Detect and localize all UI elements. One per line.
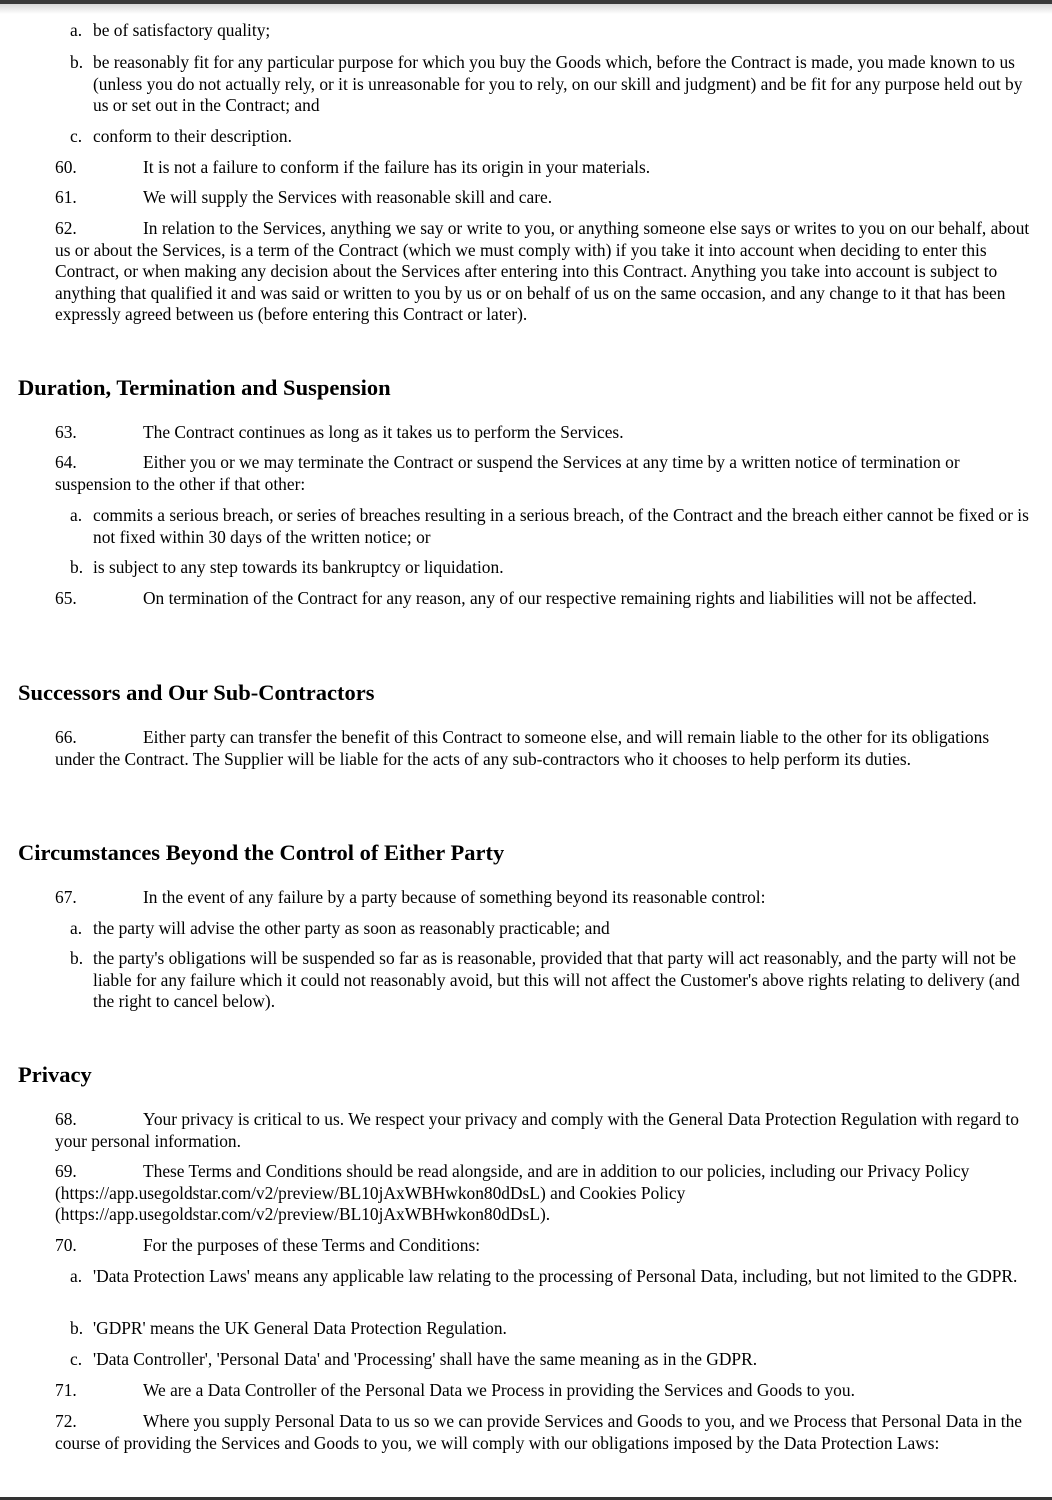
clause-text: In relation to the Services, anything we say or write to you, or anything someone else says or writes to you on our behalf, about us or about the Services, is a term of the Contract (which we must comply with) if you take it into account when deciding to enter this Contract, or when making any decision about the Services after entering into this Contract. Anything you take into account is subject to anything that qualified it and was said or written to you by us or on behalf of us on the same occasion, and any change to it that has been expressly agreed between us (before entering this Contract or later). [55, 218, 1030, 324]
clause-63 [55, 422, 1030, 444]
list-text: commits a serious breach, or series of breaches resulting in a serious breach, of the Contract and the breach either cannot be fixed or is not fixed within 30 days of the written notice; or [93, 505, 1029, 547]
list-item [70, 20, 1030, 42]
clause-text: Either you or we may terminate the Contract or suspend the Services at any time by a written notice of termination or suspension to the other if that other: [55, 452, 960, 494]
list-text: the party will advise the other party as soon as reasonably practicable; and [93, 918, 610, 938]
clause-67 [55, 887, 1030, 909]
list-item [70, 52, 1030, 117]
list-text: is subject to any step towards its bankruptcy or liquidation. [93, 557, 504, 577]
section-heading-circumstances: Circumstances Beyond the Control of Either Party [18, 840, 505, 865]
list-letter: a. [70, 505, 83, 525]
clause-number: 64. [55, 452, 77, 472]
clause-text: These Terms and Conditions should be read alongside, and are in addition to our policies, including our Privacy Policy (https://app.usegoldstar.com/v2/preview/BL10jAxWBHwkon80dDsL) and Cookies Policy (https://app.usegoldstar.com/v2/preview/BL10jAxWBHwkon80dDsL). [55, 1161, 970, 1224]
clause-71 [55, 1380, 1030, 1402]
clause-text: We are a Data Controller of the Personal Data we Process in providing the Services and Goods to you. [143, 1380, 855, 1400]
list-letter: b. [70, 948, 84, 968]
clause-number: 61. [55, 187, 77, 207]
clause-text: It is not a failure to conform if the failure has its origin in your materials. [143, 157, 651, 177]
list-text: the party's obligations will be suspended so far as is reasonable, provided that that party will act reasonably, and the party will not be liable for any failure which it could not reasonably avoid, but this will not affect the Customer's above rights relating to delivery (and the right to cancel below). [93, 948, 1020, 1011]
clause-number: 70. [55, 1235, 77, 1255]
list-item [70, 948, 1030, 1013]
list-letter: b. [70, 52, 84, 72]
clause-text: Your privacy is critical to us. We respect your privacy and comply with the General Data Protection Regulation with regard to your personal information. [55, 1109, 1019, 1151]
list-letter: a. [70, 918, 83, 938]
clause-number: 66. [55, 727, 77, 747]
clause-number: 71. [55, 1380, 77, 1400]
list-letter: b. [70, 557, 84, 577]
list-item [70, 918, 1030, 940]
clause-68 [55, 1109, 1030, 1152]
clause-number: 69. [55, 1161, 77, 1181]
section-heading-privacy: Privacy [18, 1062, 92, 1087]
list-item [70, 1349, 1030, 1371]
clause-69 [55, 1161, 1030, 1226]
clause-66 [55, 727, 1030, 770]
list-letter: b. [70, 1318, 84, 1338]
list-item [70, 126, 1030, 148]
clause-72 [55, 1411, 1030, 1454]
clause-number: 60. [55, 157, 77, 177]
list-text: be reasonably fit for any particular purpose for which you buy the Goods which, before the Contract is made, you made known to us (unless you do not actually rely, or it is unreasonable for you to rely, on our skill and judgment) and be fit for any purpose held out by us or set out in the Contract; and [93, 52, 1023, 115]
clause-number: 65. [55, 588, 77, 608]
section-heading-duration: Duration, Termination and Suspension [18, 375, 391, 400]
list-text: conform to their description. [93, 126, 292, 146]
clause-text: In the event of any failure by a party because of something beyond its reasonable control: [143, 887, 766, 907]
clause-61 [55, 187, 1030, 209]
list-item [70, 1318, 1030, 1340]
list-text: be of satisfactory quality; [93, 20, 271, 40]
list-item [70, 557, 1030, 579]
clause-number: 62. [55, 218, 77, 238]
list-text: 'Data Controller', 'Personal Data' and 'Processing' shall have the same meaning as in the GDPR. [93, 1349, 758, 1369]
clause-text: The Contract continues as long as it takes us to perform the Services. [143, 422, 624, 442]
clause-60 [55, 157, 1030, 179]
clause-text: For the purposes of these Terms and Conditions: [143, 1235, 481, 1255]
clause-text: On termination of the Contract for any reason, any of our respective remaining rights and liabilities will not be affected. [143, 588, 977, 608]
clause-number: 63. [55, 422, 77, 442]
list-letter: a. [70, 1266, 83, 1286]
window-top-shadow [0, 4, 1052, 14]
clause-number: 68. [55, 1109, 77, 1129]
section-heading-successors: Successors and Our Sub-Contractors [18, 680, 375, 705]
clause-text: Either party can transfer the benefit of this Contract to someone else, and will remain liable to the other for its obligations under the Contract. The Supplier will be liable for the acts of any sub-contractors who it chooses to help perform its duties. [55, 727, 990, 769]
list-letter: c. [70, 1349, 83, 1369]
clause-text: We will supply the Services with reasonable skill and care. [143, 187, 553, 207]
clause-number: 67. [55, 887, 77, 907]
clause-62 [55, 218, 1030, 326]
clause-64 [55, 452, 1030, 495]
list-letter: a. [70, 20, 83, 40]
clause-65 [55, 588, 1030, 610]
list-text: 'GDPR' means the UK General Data Protection Regulation. [93, 1318, 507, 1338]
list-letter: c. [70, 126, 83, 146]
list-item [70, 1266, 1030, 1288]
clause-number: 72. [55, 1411, 77, 1431]
list-text: 'Data Protection Laws' means any applicable law relating to the processing of Personal Data, including, but not limited to the GDPR. [93, 1266, 1018, 1286]
clause-text: Where you supply Personal Data to us so we can provide Services and Goods to you, and we Process that Personal Data in the course of providing the Services and Goods to you, we will comply with our obligations imposed by the Data Protection Laws: [55, 1411, 1022, 1453]
list-item [70, 505, 1030, 548]
clause-70 [55, 1235, 1030, 1257]
